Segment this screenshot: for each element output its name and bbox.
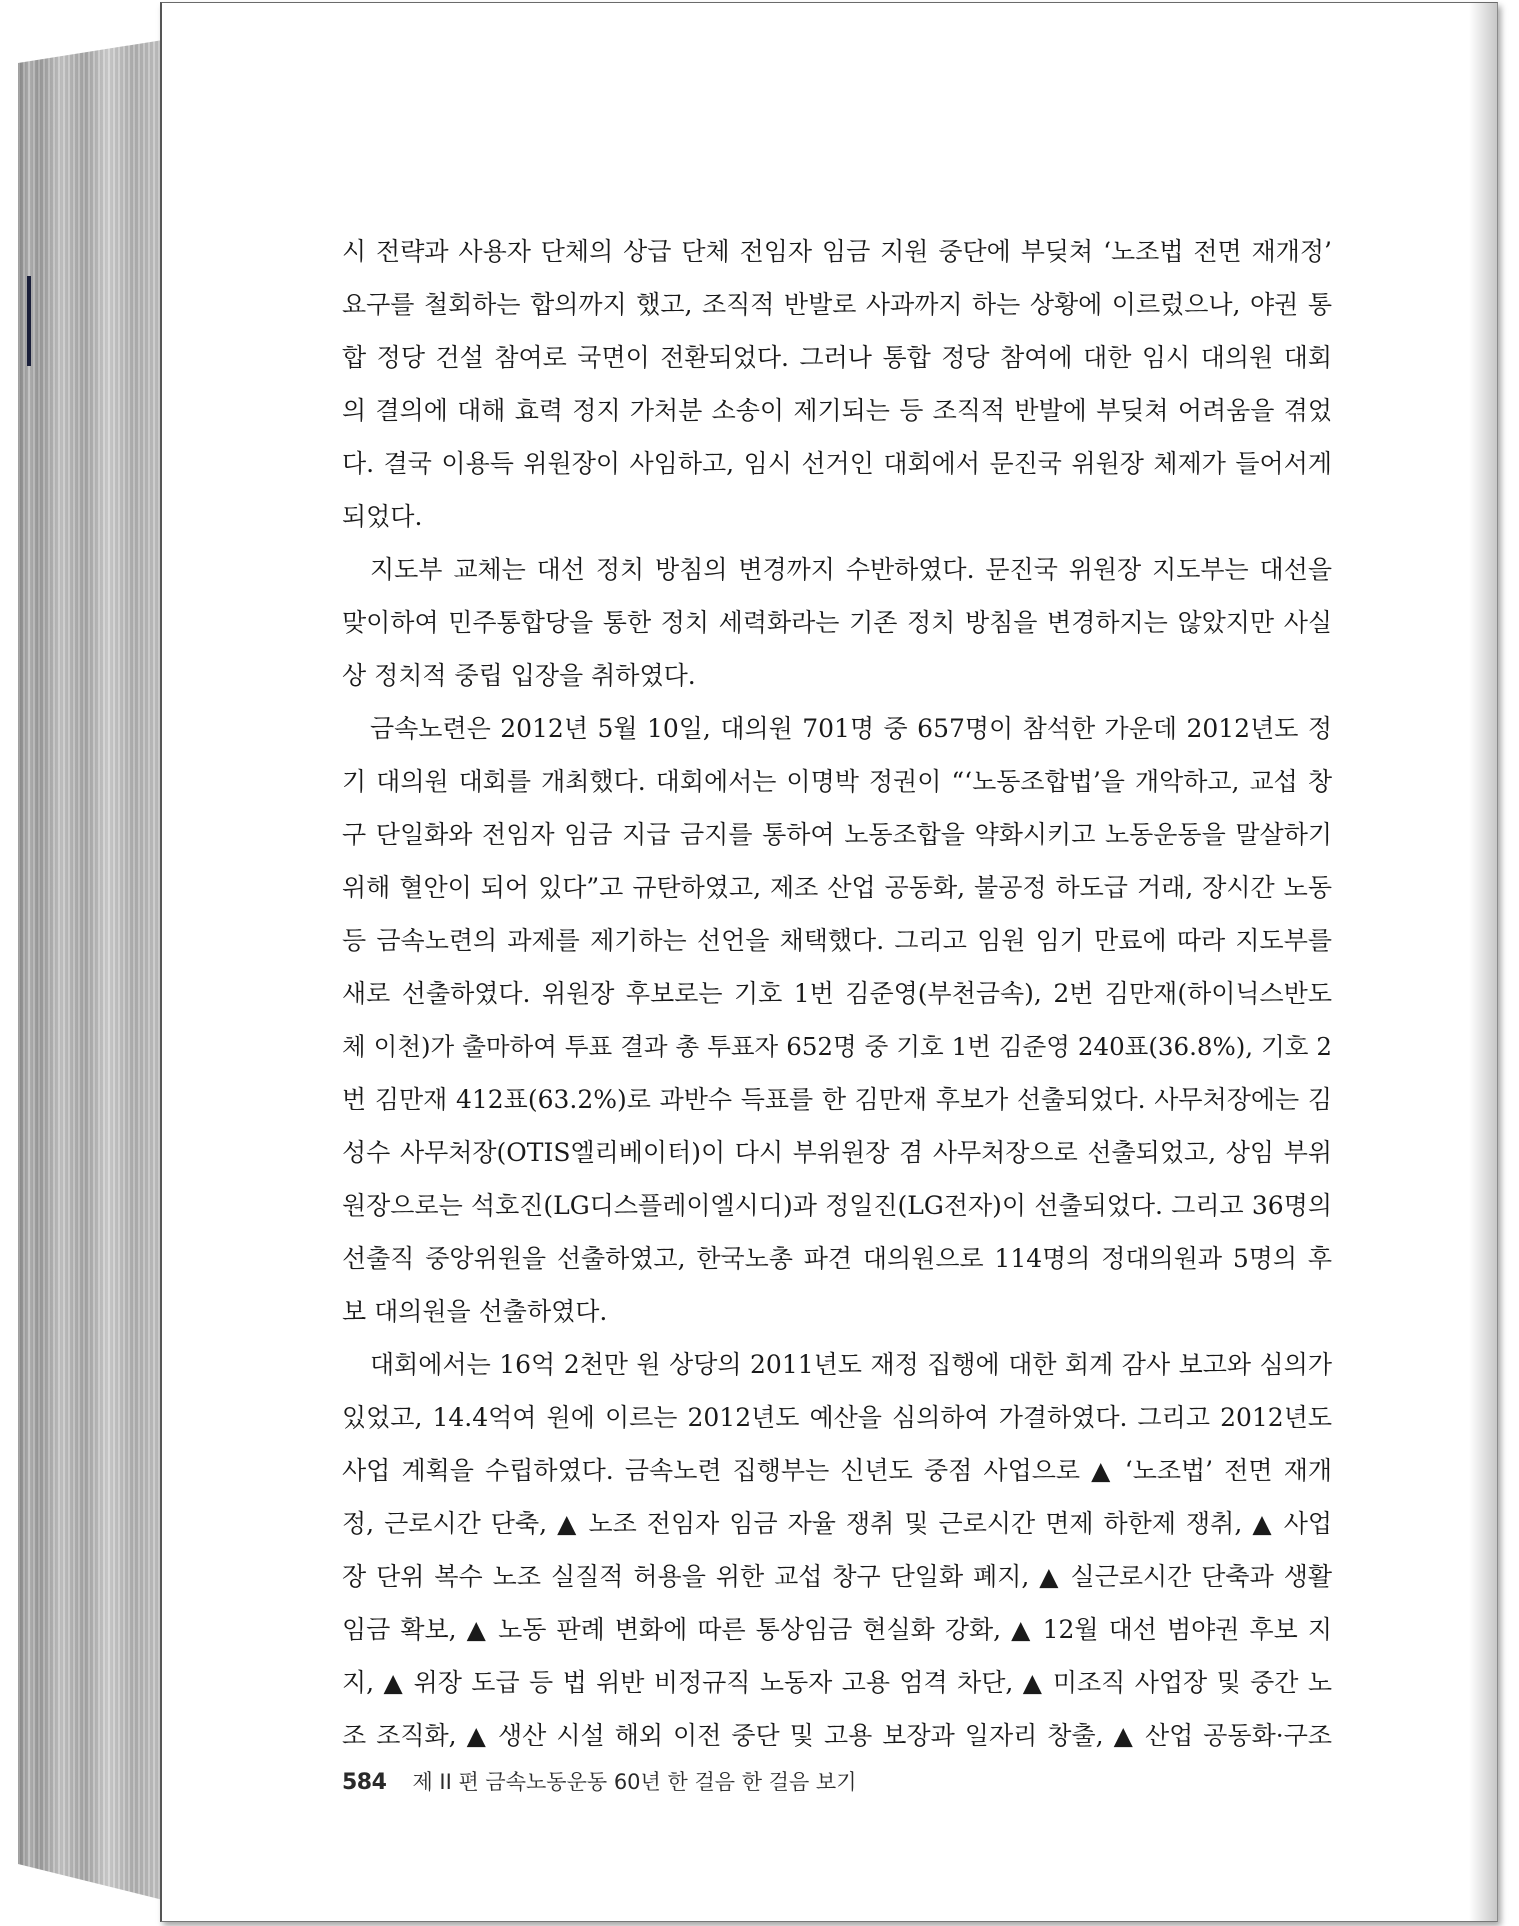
text-line: 대회에서는 16억 2천만 원 상당의 2011년도 재정 집행에 대한 회계 감사 보고와 심의가 xyxy=(370,1350,1332,1379)
text-line: 지, ▲ 위장 도급 등 법 위반 비정규직 노동자 고용 엄격 차단, ▲ 미조직 사업장 및 중간 노 xyxy=(342,1668,1332,1697)
text-line: 시 전략과 사용자 단체의 상급 단체 전임자 임금 지원 중단에 부딪쳐 ‘노조법 전면 재개정’ xyxy=(342,237,1332,266)
page-footer xyxy=(342,1766,856,1796)
text-line: 성수 사무처장(OTIS엘리베이터)이 다시 부위원장 겸 사무처장으로 선출되었고, 상임 부위 xyxy=(342,1138,1332,1167)
body-text xyxy=(342,225,1332,1762)
text-line: 요구를 철회하는 합의까지 했고, 조직적 반발로 사과까지 하는 상황에 이르렀으나, 야권 통 xyxy=(342,290,1332,319)
text-line: 선출직 중앙위원을 선출하였고, 한국노총 파견 대의원으로 114명의 정대의원과 5명의 후 xyxy=(342,1244,1332,1273)
page-shadow xyxy=(1469,3,1497,1921)
text-line: 상 정치적 중립 입장을 취하였다. xyxy=(342,661,696,690)
text-line: 지도부 교체는 대선 정치 방침의 변경까지 수반하였다. 문진국 위원장 지도부는 대선을 xyxy=(370,555,1332,584)
text-line: 정, 근로시간 단축, ▲ 노조 전임자 임금 자율 쟁취 및 근로시간 면제 하한제 쟁취, ▲ 사업 xyxy=(342,1509,1332,1538)
book-page xyxy=(160,2,1498,1922)
text-line: 조 조직화, ▲ 생산 시설 해외 이전 중단 및 고용 보장과 일자리 창출, ▲ 산업 공동화·구조 xyxy=(342,1721,1332,1750)
text-line: 금속노련은 2012년 5월 10일, 대의원 701명 중 657명이 참석한 가운데 2012년도 정 xyxy=(370,714,1332,743)
text-line: 임금 확보, ▲ 노동 판례 변화에 따른 통상임금 현실화 강화, ▲ 12월 대선 범야권 후보 지 xyxy=(342,1615,1332,1644)
text-line: 의 결의에 대해 효력 정지 가처분 소송이 제기되는 등 조직적 반발에 부딪쳐 어려움을 겪었 xyxy=(342,396,1332,425)
text-line: 보 대의원을 선출하였다. xyxy=(342,1297,608,1326)
text-line: 번 김만재 412표(63.2%)로 과반수 득표를 한 김만재 후보가 선출되었다. 사무처장에는 김 xyxy=(342,1085,1332,1114)
text-line: 구 단일화와 전임자 임금 지급 금지를 통하여 노동조합을 약화시키고 노동운동을 말살하기 xyxy=(342,820,1332,849)
text-line: 사업 계획을 수립하였다. 금속노련 집행부는 신년도 중점 사업으로 ▲ ‘노조법’ 전면 재개 xyxy=(342,1456,1332,1485)
page-number: 584 xyxy=(342,1770,387,1795)
running-title: 제 II 편 금속노동운동 60년 한 걸음 한 걸음 보기 xyxy=(412,1770,857,1794)
text-line: 새로 선출하였다. 위원장 후보로는 기호 1번 김준영(부천금속), 2번 김만재(하이닉스반도 xyxy=(342,979,1332,1008)
text-line: 있었고, 14.4억여 원에 이르는 2012년도 예산을 심의하여 가결하였다. 그리고 2012년도 xyxy=(342,1403,1332,1432)
text-line: 장 단위 복수 노조 실질적 허용을 위한 교섭 창구 단일화 폐지, ▲ 실근로시간 단축과 생활 xyxy=(342,1562,1332,1591)
text-line: 다. 결국 이용득 위원장이 사임하고, 임시 선거인 대회에서 문진국 위원장 체제가 들어서게 xyxy=(342,449,1332,478)
text-line: 체 이천)가 출마하여 투표 결과 총 투표자 652명 중 기호 1번 김준영 240표(36.8%), 기호 2 xyxy=(342,1032,1332,1061)
text-line: 되었다. xyxy=(342,502,423,531)
text-line: 합 정당 건설 참여로 국면이 전환되었다. 그러나 통합 정당 참여에 대한 임시 대의원 대회 xyxy=(342,343,1332,372)
book-page-edges xyxy=(18,40,163,1900)
text-line: 위해 혈안이 되어 있다”고 규탄하였고, 제조 산업 공동화, 불공정 하도급 거래, 장시간 노동 xyxy=(342,873,1332,902)
text-line: 원장으로는 석호진(LG디스플레이엘시디)과 정일진(LG전자)이 선출되었다. 그리고 36명의 xyxy=(342,1191,1332,1220)
text-line: 맞이하여 민주통합당을 통한 정치 세력화라는 기존 정치 방침을 변경하지는 않았지만 사실 xyxy=(342,608,1332,637)
text-line: 기 대의원 대회를 개최했다. 대회에서는 이명박 정권이 “‘노동조합법’을 개악하고, 교섭 창 xyxy=(342,767,1332,796)
bookmark-ribbon xyxy=(27,276,31,366)
text-line: 등 금속노련의 과제를 제기하는 선언을 채택했다. 그리고 임원 임기 만료에 따라 지도부를 xyxy=(342,926,1332,955)
